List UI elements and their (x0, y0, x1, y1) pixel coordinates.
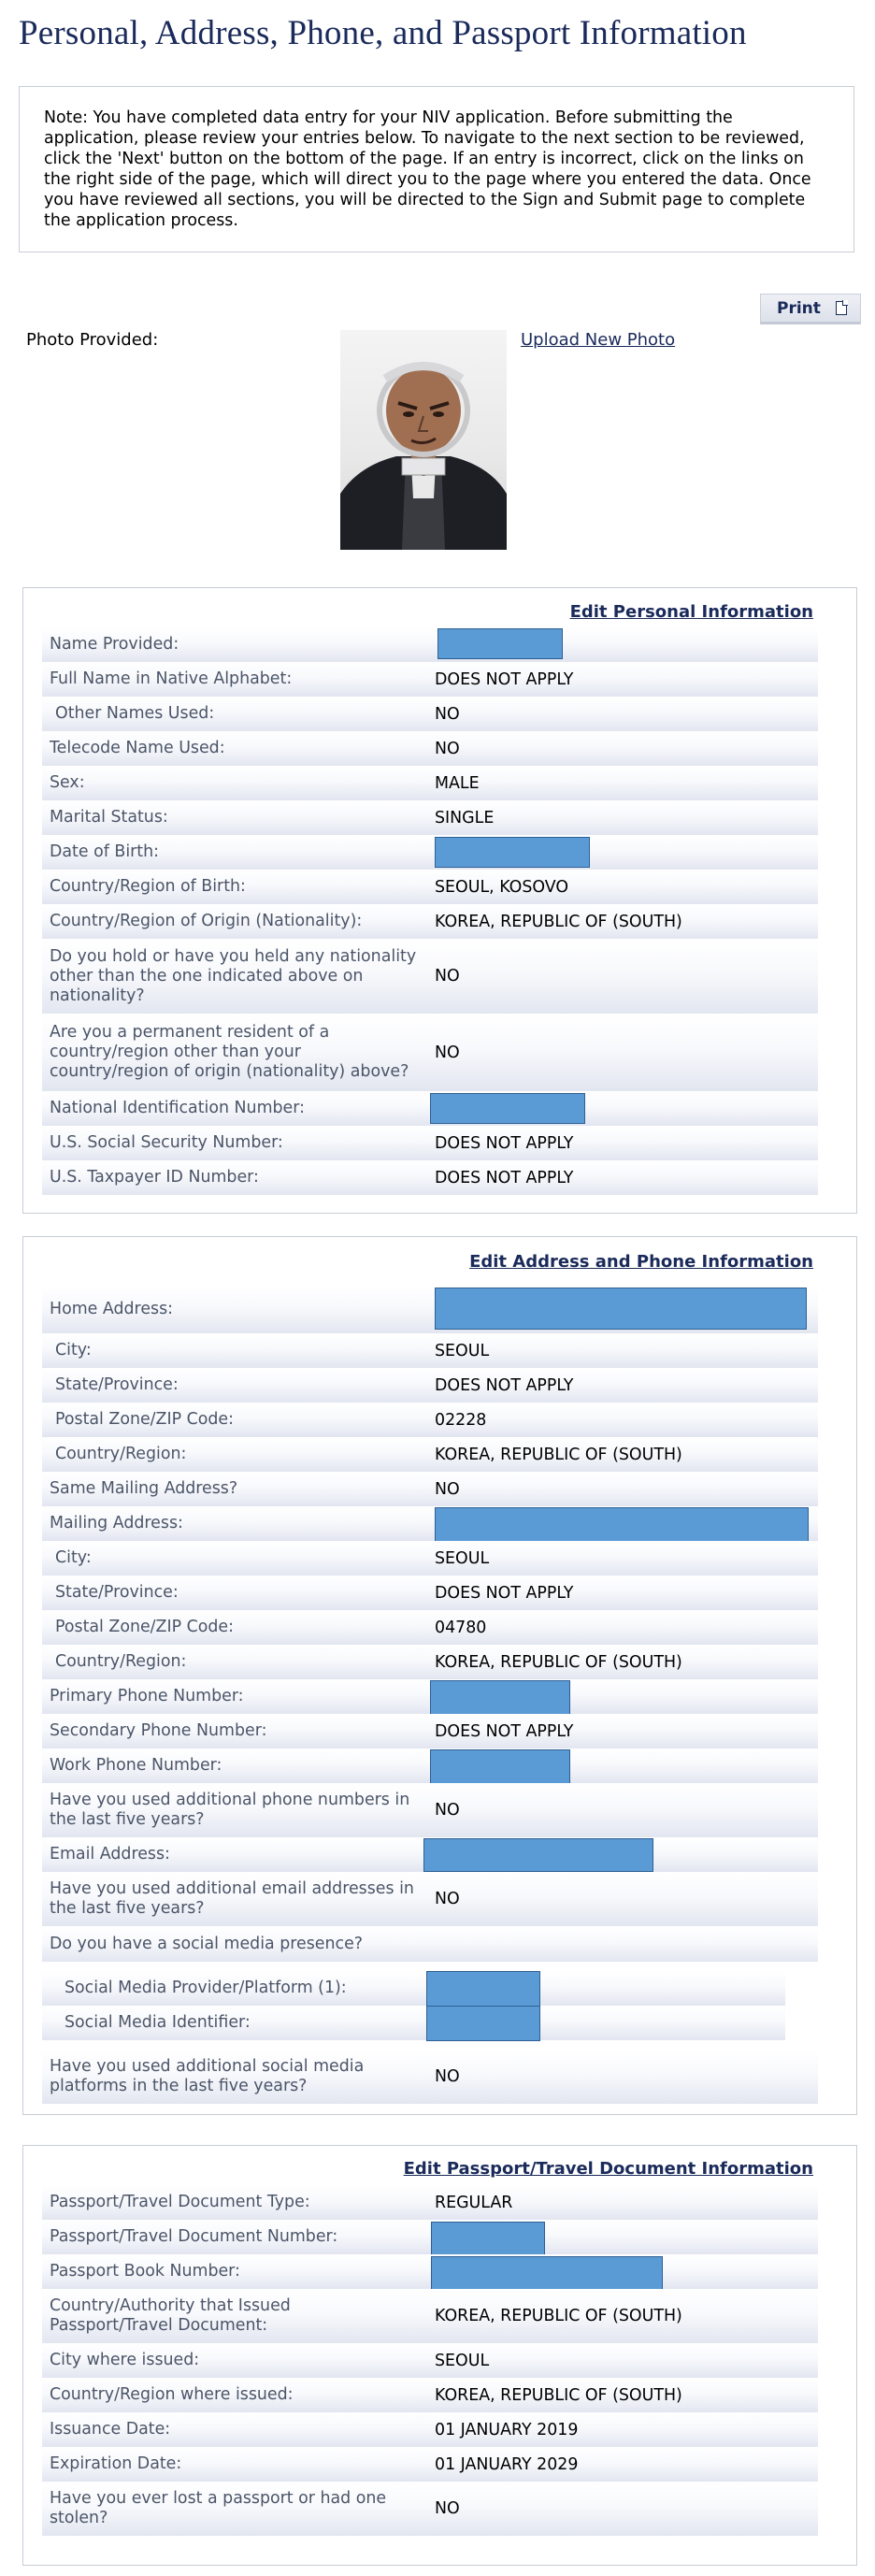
table-row (42, 627, 818, 662)
row-value: DOES NOT APPLY (435, 1721, 574, 1741)
passport-panel (22, 2145, 857, 2566)
table-row (42, 2343, 818, 2378)
row-value: REGULAR (435, 2193, 513, 2212)
table-row (42, 2289, 818, 2343)
row-value: KOREA, REPUBLIC OF (SOUTH) (435, 2385, 682, 2405)
row-value: DOES NOT APPLY (435, 1375, 574, 1395)
row-label: City: (55, 1548, 92, 1567)
table-row (42, 2220, 818, 2254)
row-value: DOES NOT APPLY (435, 1168, 574, 1187)
row-value: 01 JANUARY 2019 (435, 2420, 579, 2439)
row-label: Have you ever lost a passport or had one stolen? (50, 2489, 387, 2527)
row-value: DOES NOT APPLY (435, 669, 574, 689)
row-value: NO (435, 1479, 460, 1499)
table-row (42, 2447, 818, 2482)
row-value: KOREA, REPUBLIC OF (SOUTH) (435, 1652, 682, 1672)
row-value: MALE (435, 773, 480, 793)
row-value: DOES NOT APPLY (435, 1583, 574, 1603)
row-label: Country/Region of Origin (Nationality): (50, 912, 363, 930)
table-row (42, 2254, 818, 2289)
row-label: Primary Phone Number: (50, 1687, 244, 1705)
table-row (42, 904, 818, 939)
table-row (42, 2412, 818, 2447)
row-label: Work Phone Number: (50, 1756, 222, 1775)
row-label: Postal Zone/ZIP Code: (55, 1618, 234, 1636)
edit-personal-information-link[interactable]: Edit Personal Information (569, 602, 813, 622)
applicant-photo (340, 330, 507, 550)
redacted-value (430, 1093, 585, 1124)
row-value: NO (435, 967, 460, 986)
row-label: Social Media Identifier: (65, 2013, 251, 2032)
table-row (42, 1506, 818, 1541)
row-label: Mailing Address: (50, 1514, 183, 1533)
row-value: KOREA, REPUBLIC OF (SOUTH) (435, 1445, 682, 1464)
table-row (42, 1368, 818, 1403)
row-value: NO (435, 704, 460, 724)
table-row (42, 2482, 818, 2536)
row-label: Social Media Provider/Platform (1): (65, 1979, 347, 1997)
table-row (42, 1403, 818, 1437)
table-row (42, 1783, 818, 1837)
redacted-value (430, 1680, 570, 1715)
row-label: Same Mailing Address? (50, 1479, 238, 1498)
table-row (42, 1679, 818, 1714)
row-label: Postal Zone/ZIP Code: (55, 1410, 234, 1429)
table-row (42, 662, 818, 697)
table-row (42, 1610, 818, 1645)
row-label: City where issued: (50, 2351, 200, 2369)
row-label: Home Address: (50, 1300, 174, 1318)
row-value: NO (435, 2067, 460, 2086)
table-row (42, 1872, 818, 1926)
row-label: Have you used additional email addresses in the last five years? (50, 1879, 414, 1918)
table-row (42, 1926, 818, 1962)
row-value: NO (435, 1043, 460, 1062)
row-label: Sex: (50, 773, 85, 792)
photo-provided-label: Photo Provided: (26, 330, 159, 350)
row-value: SEOUL, KOSOVO (435, 877, 569, 897)
table-row (42, 870, 818, 904)
print-label: Print (777, 299, 821, 318)
row-label: U.S. Taxpayer ID Number: (50, 1168, 259, 1187)
row-value: SEOUL (435, 1341, 490, 1360)
row-label: Country/Region: (55, 1445, 187, 1463)
redacted-value (430, 1749, 570, 1784)
document-icon (836, 301, 847, 315)
row-value: SEOUL (435, 1548, 490, 1568)
row-label: State/Province: (55, 1375, 179, 1394)
row-label: Have you used additional social media platforms in the last five years? (50, 2057, 365, 2095)
row-value: NO (435, 739, 460, 758)
review-note: Note: You have completed data entry for your NIV application. Before submitting the application, please review your entries below. To navigate to the next section to be reviewed, click the 'Next' button on the bottom of the page. If an entry is incorrect, click on the links on the right side of the page, which will direct you to the page where you entered the data. Once you have reviewed all sections, you will be directed to the Sign and Submit page to complete the application process. (19, 86, 854, 252)
table-row (42, 2050, 818, 2104)
row-value: NO (435, 1890, 460, 1908)
row-label: Do you hold or have you held any nationality other than the one indicated above on nationality? (50, 946, 417, 1005)
table-row (42, 731, 818, 766)
upload-new-photo-link[interactable]: Upload New Photo (521, 330, 676, 350)
row-label: Passport/Travel Document Type: (50, 2193, 310, 2211)
table-row (42, 1714, 818, 1749)
redacted-value (426, 2006, 540, 2041)
edit-address-phone-link[interactable]: Edit Address and Phone Information (469, 1252, 813, 1272)
row-value: NO (435, 2499, 460, 2518)
redacted-value (431, 2222, 545, 2255)
table-row (42, 697, 818, 731)
redacted-value (423, 1838, 653, 1872)
row-value: 04780 (435, 1618, 487, 1637)
redacted-value (426, 1971, 540, 2007)
row-label: Passport Book Number: (50, 2262, 240, 2281)
table-row (42, 1160, 818, 1195)
row-label: Email Address: (50, 1845, 170, 1864)
row-label: Other Names Used: (55, 704, 215, 723)
table-row (42, 939, 818, 1014)
row-value: SEOUL (435, 2351, 490, 2370)
row-label: U.S. Social Security Number: (50, 1133, 283, 1152)
redacted-value (435, 1288, 807, 1330)
edit-passport-link[interactable]: Edit Passport/Travel Document Information (403, 2159, 813, 2179)
row-value: KOREA, REPUBLIC OF (SOUTH) (435, 2307, 682, 2325)
table-row (42, 1437, 818, 1472)
table-row (42, 1333, 818, 1368)
row-value: NO (435, 1801, 460, 1820)
row-value: 01 JANUARY 2029 (435, 2454, 579, 2474)
table-row (42, 1971, 785, 2006)
row-label: Are you a permanent resident of a country/region other than your country/region of origin (nationality) above? (50, 1023, 409, 1081)
table-row (42, 1091, 818, 1126)
redacted-value (431, 2256, 663, 2290)
row-label: Full Name in Native Alphabet: (50, 669, 293, 688)
personal-information-panel (22, 587, 857, 1214)
row-value: DOES NOT APPLY (435, 1133, 574, 1153)
table-row (42, 835, 818, 870)
table-row (42, 800, 818, 835)
row-label: Do you have a social media presence? (50, 1934, 364, 1953)
row-label: Country/Region: (55, 1652, 187, 1671)
row-label: Passport/Travel Document Number: (50, 2227, 338, 2246)
table-row (42, 1286, 818, 1333)
page-title: Personal, Address, Phone, and Passport Information (19, 14, 747, 52)
print-button[interactable] (760, 294, 861, 324)
redacted-value (438, 628, 563, 659)
table-row (42, 2006, 785, 2040)
table-row (42, 1645, 818, 1679)
table-row (42, 1749, 818, 1783)
row-label: Issuance Date: (50, 2420, 171, 2439)
row-label: Secondary Phone Number: (50, 1721, 267, 1740)
row-value: KOREA, REPUBLIC OF (SOUTH) (435, 912, 682, 931)
row-label: Country/Region where issued: (50, 2385, 294, 2404)
row-label: Have you used additional phone numbers in the last five years? (50, 1791, 410, 1829)
row-value: 02228 (435, 1410, 487, 1430)
table-row (42, 2185, 818, 2220)
row-label: Telecode Name Used: (50, 739, 225, 757)
table-row (42, 1837, 818, 1872)
row-label: National Identification Number: (50, 1099, 305, 1117)
row-label: City: (55, 1341, 92, 1360)
row-label: Name Provided: (50, 635, 179, 654)
table-row (42, 766, 818, 800)
row-label: Country/Authority that Issued Passport/Travel Document: (50, 2296, 291, 2335)
table-row (42, 1014, 818, 1091)
row-label: Marital Status: (50, 808, 168, 827)
row-label: Country/Region of Birth: (50, 877, 246, 896)
table-row (42, 1541, 818, 1576)
address-phone-panel (22, 1236, 857, 2115)
table-row (42, 1126, 818, 1160)
row-label: Expiration Date: (50, 2454, 182, 2473)
row-label: State/Province: (55, 1583, 179, 1602)
row-label: Date of Birth: (50, 842, 159, 861)
table-row (42, 2378, 818, 2412)
redacted-value (435, 837, 590, 868)
table-row (42, 1576, 818, 1610)
table-row (42, 1472, 818, 1506)
row-value: SINGLE (435, 808, 495, 827)
redacted-value (435, 1507, 809, 1542)
